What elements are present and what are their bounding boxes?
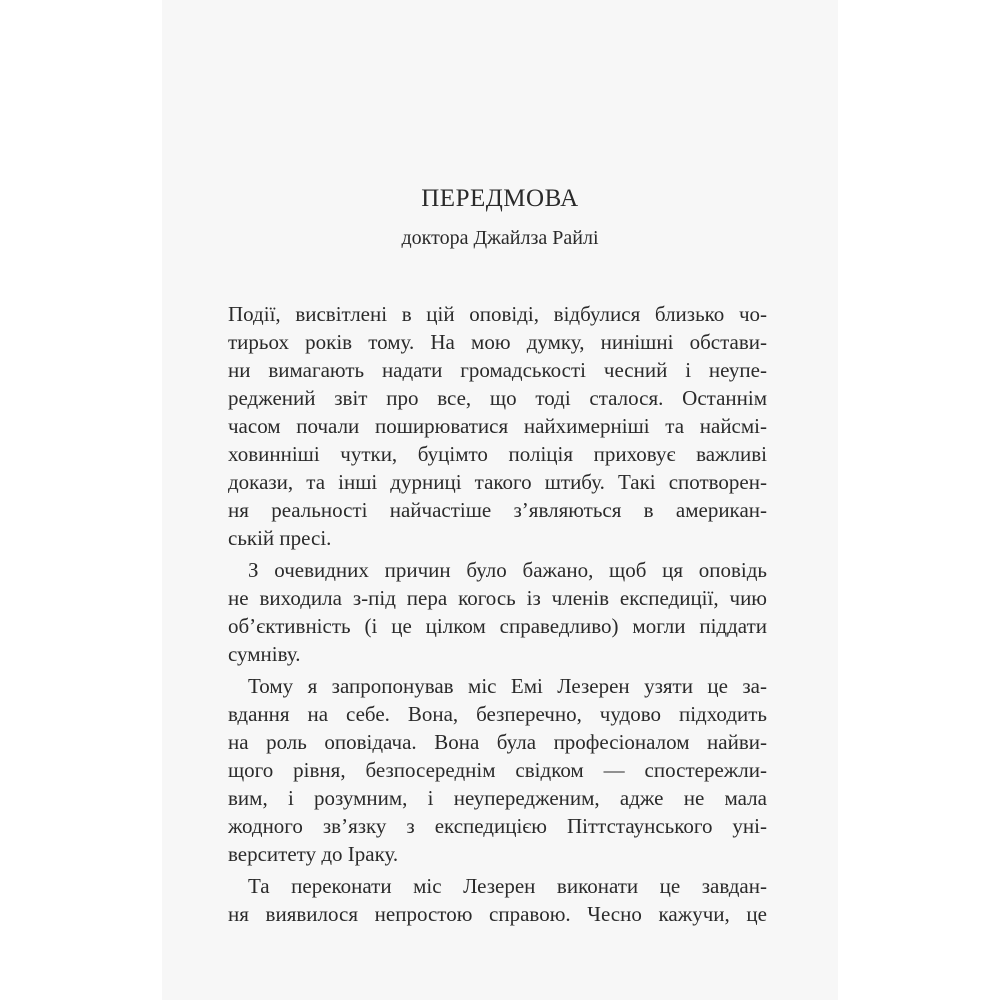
text-line: часом почали поширюватися найхимерніші та найсмі-: [228, 414, 767, 438]
text-line: щого рівня, безпосереднім свідком — спостережли-: [228, 758, 767, 782]
text-line: ховинніші чутки, буцімто поліція приховує важливі: [228, 442, 767, 466]
text-line: об’єктивність (і це цілком справедливо) могли піддати: [228, 614, 767, 638]
text-line: на роль оповідача. Вона була професіоналом найви-: [228, 730, 767, 754]
text-line: жодного зв’язку з експедицією Піттстаунського уні-: [228, 814, 767, 838]
text-line: не виходила з-під пера когось із членів експедиції, чию: [228, 586, 767, 610]
text-line: ській пресі.: [228, 526, 332, 550]
text-line: реджений звіт про все, що тоді сталося. Останнім: [228, 386, 767, 410]
text-line: тирьох років тому. На мою думку, нинішні обстави-: [228, 330, 767, 354]
text-line: вдання на себе. Вона, безперечно, чудово підходить: [228, 702, 767, 726]
text-line: Тому я запропонував міс Емі Лезерен узяти це за-: [248, 674, 767, 698]
text-line: докази, та інші дурниці такого штибу. Такі спотворен-: [228, 470, 767, 494]
text-line: Та переконати міс Лезерен виконати це завдан-: [248, 874, 767, 898]
text-line: сумніву.: [228, 642, 301, 666]
text-line: вим, і розумним, і неупередженим, адже не мала: [228, 786, 767, 810]
text-line: З очевидних причин було бажано, щоб ця оповідь: [248, 558, 767, 582]
text-line: Події, висвітлені в цій оповіді, відбулися близько чо-: [228, 302, 767, 326]
chapter-subtitle: доктора Джайлза Райлі: [401, 227, 599, 249]
text-line: верситету до Іраку.: [228, 842, 399, 866]
text-line: ня виявилося непростою справою. Чесно кажучи, це: [228, 902, 767, 926]
text-line: ни вимагають надати громадськості чесний і неупе-: [228, 358, 767, 382]
chapter-title: ПЕРЕДМОВА: [421, 185, 579, 212]
text-line: ня реальності найчастіше з’являються в американ-: [228, 498, 767, 522]
